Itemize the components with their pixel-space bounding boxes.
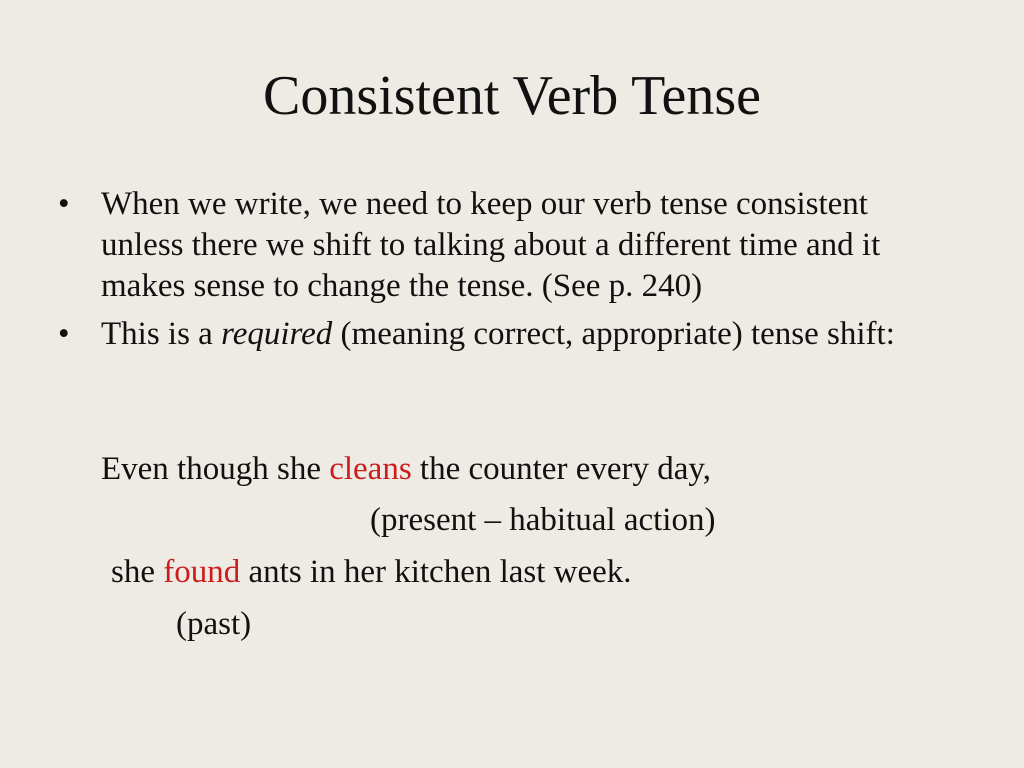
example-text-after: ants in her kitchen last week. [240, 554, 632, 590]
bullet-suffix: (meaning correct, appropriate) tense shift: [332, 316, 895, 352]
bullet-prefix: This is a [101, 316, 222, 352]
example-text-before: she [111, 554, 164, 590]
example-line-1 [101, 449, 711, 490]
example-text-before: Even though she [101, 451, 330, 487]
example-text-after: the counter every day, [411, 451, 711, 487]
highlighted-verb-found: found [163, 554, 241, 590]
bullet-text: When we write, we need to keep our verb tense consistent unless there we shift to talking about a different time and it makes sense to change the tense. (See p. 240) [101, 186, 881, 304]
highlighted-verb-cleans: cleans [329, 451, 412, 487]
slide-title: Consistent Verb Tense [263, 65, 761, 127]
bullet-item-1 [58, 184, 958, 307]
bullet-marker: • [58, 316, 70, 352]
example-line-4: (past) [176, 606, 252, 642]
bullet-marker: • [58, 186, 70, 222]
bullet-list [58, 184, 958, 362]
example-line-3 [111, 552, 632, 593]
bullet-item-2 [58, 314, 958, 355]
example-line-2: (present – habitual action) [370, 502, 716, 538]
emphasized-word: required [221, 316, 333, 352]
